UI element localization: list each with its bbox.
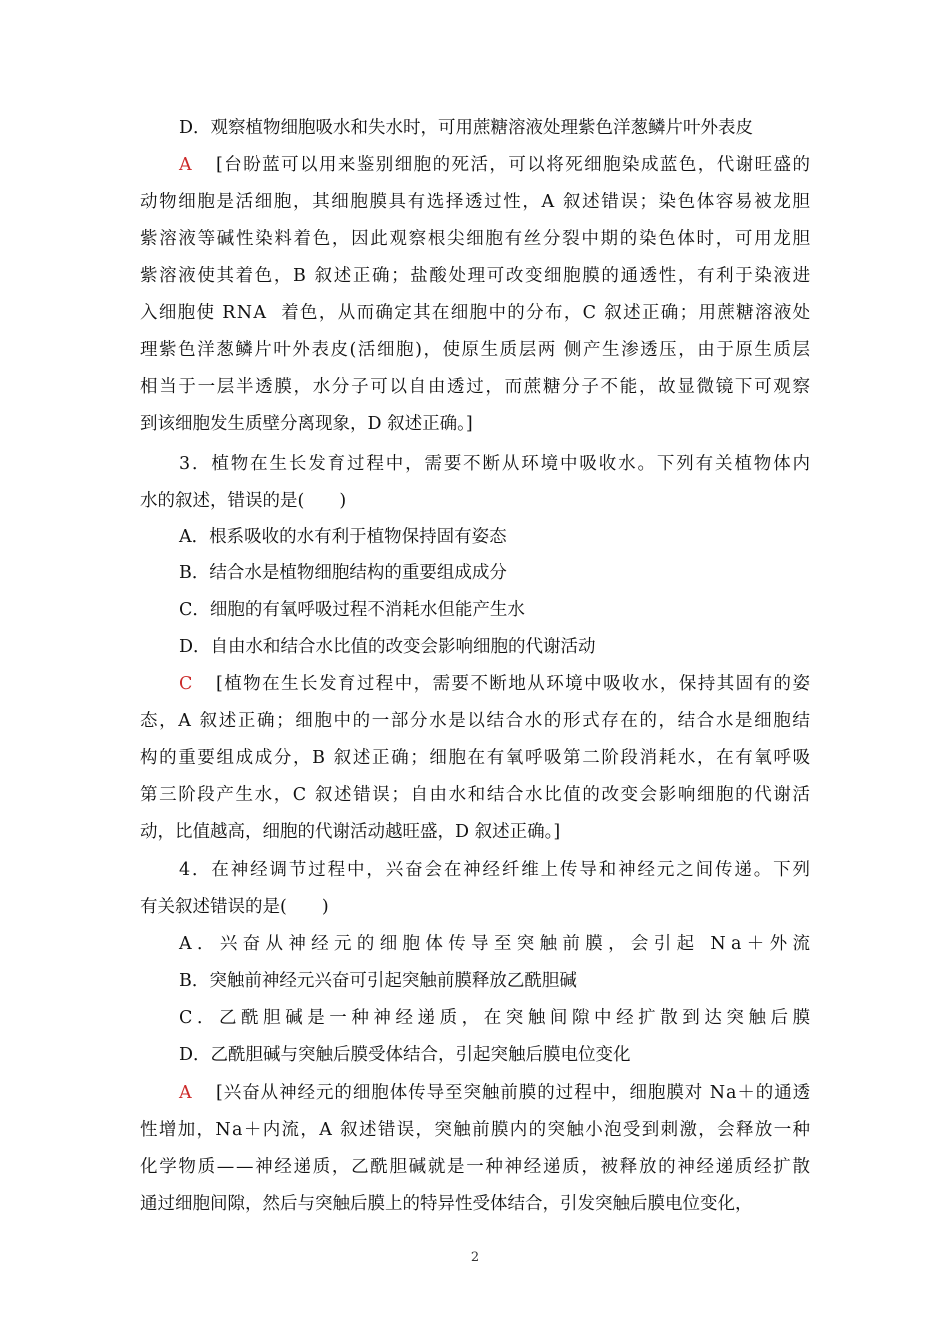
answer-letter: C — [179, 674, 193, 694]
text-line: 有关叙述错误的是( ) — [140, 897, 329, 917]
text-line: D．自由水和结合水比值的改变会影响细胞的代谢活动 — [179, 637, 596, 657]
text-line: 水的叙述，错误的是( ) — [140, 491, 347, 511]
text-line: 动物细胞是活细胞，其细胞膜具有选择透过性，A 叙述错误；染色体容易被龙胆 — [140, 192, 812, 212]
text-line: B．突触前神经元兴奋可引起突触前膜释放乙酰胆碱 — [179, 971, 577, 991]
text-line: 到该细胞发生质壁分离现象，D 叙述正确。] — [140, 414, 473, 434]
page-number: 2 — [470, 1250, 480, 1265]
text-line: 态，A 叙述正确；细胞中的一部分水是以结合水的形式存在的，结合水是细胞结 — [140, 711, 812, 731]
text-line: D．乙酰胆碱与突触后膜受体结合，引起突触后膜电位变化 — [179, 1045, 631, 1065]
text-line: 入细胞使 RNA 着色，从而确定其在细胞中的分布，C 叙述正确；用蔗糖溶液处 — [140, 303, 812, 323]
text-line: 通过细胞间隙，然后与突触后膜上的特异性受体结合，引发突触后膜电位变化， — [140, 1194, 753, 1214]
text-line: 第三阶段产生水，C 叙述错误；自由水和结合水比值的改变会影响细胞的代谢活 — [140, 785, 812, 805]
text-line: A．兴奋从神经元的细胞体传导至突触前膜，会引起 Na＋外流 — [179, 934, 816, 954]
text-line: 3．植物在生长发育过程中，需要不断从环境中吸收水。下列有关植物体内 — [179, 454, 812, 474]
text-line: 紫溶液等碱性染料着色，因此观察根尖细胞有丝分裂中期的染色体时，可用龙胆 — [140, 229, 812, 249]
text-line: 性增加，Na＋内流，A 叙述错误，突触前膜内的突触小泡受到刺激，会释放一种 — [140, 1120, 812, 1140]
text-line: 构的重要组成成分，B 叙述正确；细胞在有氧呼吸第二阶段消耗水，在有氧呼吸 — [140, 748, 812, 768]
text-line: 化学物质——神经递质，乙酰胆碱就是一种神经递质，被释放的神经递质经扩散 — [140, 1157, 812, 1177]
text-line: 理紫色洋葱鳞片叶外表皮(活细胞)，使原生质层两 侧产生渗透压，由于原生质层 — [140, 340, 812, 360]
text-line: [台盼蓝可以用来鉴别细胞的死活，可以将死细胞染成蓝色，代谢旺盛的 — [216, 155, 812, 175]
text-line: D．观察植物细胞吸水和失水时，可用蔗糖溶液处理紫色洋葱鳞片叶外表皮 — [179, 118, 754, 138]
text-line: [兴奋从神经元的细胞体传导至突触前膜的过程中，细胞膜对 Na＋的通透 — [216, 1083, 812, 1103]
text-line: 紫溶液使其着色，B 叙述正确；盐酸处理可改变细胞膜的通透性，有利于染液进 — [140, 266, 812, 286]
text-line: B．结合水是植物细胞结构的重要组成成分 — [179, 563, 507, 583]
text-line: [植物在生长发育过程中，需要不断地从环境中吸收水，保持其固有的姿 — [216, 674, 812, 694]
text-line: C．乙酰胆碱是一种神经递质，在突触间隙中经扩散到达突触后膜 — [179, 1008, 815, 1028]
text-line: 动，比值越高，细胞的代谢活动越旺盛，D 叙述正确。] — [140, 822, 561, 842]
answer-letter: A — [179, 1083, 192, 1103]
text-line: A．根系吸收的水有利于植物保持固有姿态 — [179, 527, 507, 547]
text-line: C．细胞的有氧呼吸过程不消耗水但能产生水 — [179, 600, 525, 620]
answer-letter: A — [179, 155, 192, 175]
text-line: 4．在神经调节过程中，兴奋会在神经纤维上传导和神经元之间传递。下列 — [179, 860, 812, 880]
text-line: 相当于一层半透膜，水分子可以自由透过，而蔗糖分子不能，故显微镜下可观察 — [140, 377, 812, 397]
